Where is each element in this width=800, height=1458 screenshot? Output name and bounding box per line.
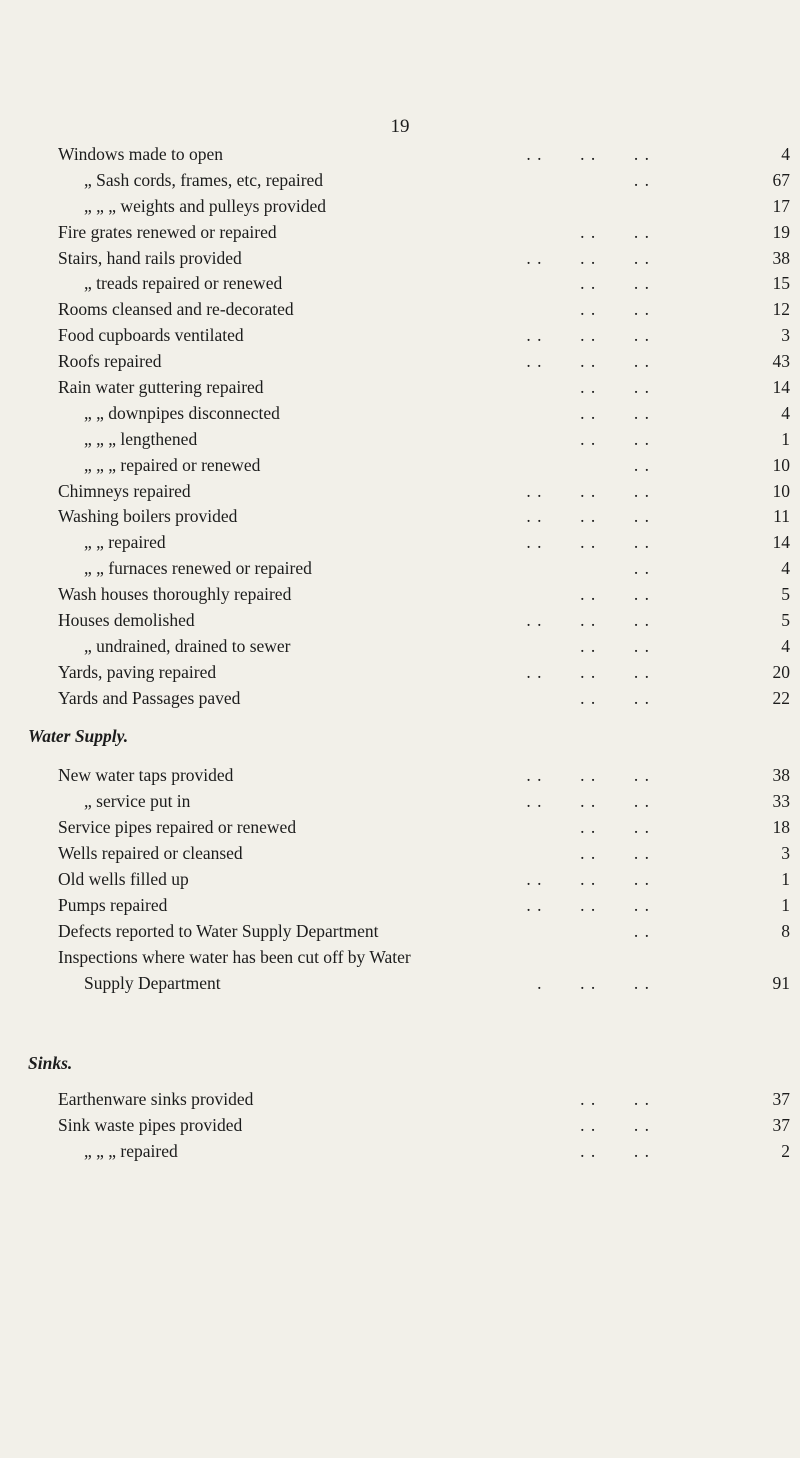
- list-item: [0, 634, 800, 660]
- item-value: 5: [781, 610, 790, 631]
- list-item: [0, 814, 800, 840]
- leader-dots: . . . .: [580, 428, 650, 449]
- item-label: Wells repaired or cleansed: [58, 843, 243, 863]
- leader-dots: . . . .: [580, 299, 650, 320]
- item-value: 8: [781, 921, 790, 941]
- item-label: „ „ „ repaired or renewed: [84, 454, 261, 475]
- item-label: Yards, paving repaired: [58, 661, 217, 682]
- list-item: [0, 220, 800, 246]
- item-label: Chimneys repaired: [58, 480, 191, 501]
- item-label: „ „ „ lengthened: [84, 428, 198, 449]
- item-label: Fire grates renewed or repaired: [58, 221, 277, 242]
- leader-dots: . . . .: [580, 635, 650, 656]
- list-item: [0, 1113, 800, 1139]
- sinks-list: [0, 1087, 800, 1164]
- item-label: „ treads repaired or renewed: [84, 273, 283, 294]
- leader-dots: . . . . . .: [526, 144, 650, 164]
- leader-dots: . . . .: [580, 817, 650, 837]
- list-item: [0, 582, 800, 608]
- leader-dots: . . . . .: [537, 973, 650, 993]
- list-item: [0, 762, 800, 788]
- item-value: 2: [781, 1140, 790, 1161]
- item-label: Washing boilers provided: [58, 506, 238, 527]
- item-label: Defects reported to Water Supply Department: [58, 921, 379, 941]
- item-value: 38: [772, 247, 790, 268]
- item-value: 4: [781, 144, 790, 164]
- leader-dots: . . . .: [580, 1140, 650, 1161]
- item-value: 3: [781, 325, 790, 346]
- item-label: Yards and Passages paved: [58, 687, 241, 708]
- list-item: [0, 479, 800, 505]
- item-value: 1: [781, 869, 790, 889]
- list-item: [0, 892, 800, 918]
- item-value: 91: [772, 973, 790, 993]
- list-item: [0, 375, 800, 401]
- list-item: [0, 530, 800, 556]
- item-value: 14: [772, 532, 790, 553]
- item-label: Wash houses thoroughly repaired: [58, 584, 292, 605]
- list-item: [0, 866, 800, 892]
- item-value: 37: [772, 1114, 790, 1135]
- item-value: 17: [772, 195, 790, 216]
- item-value: 3: [781, 843, 790, 863]
- item-label: Rooms cleansed and re-decorated: [58, 299, 294, 320]
- item-value: 33: [772, 791, 790, 811]
- leader-dots: . . . . . .: [526, 895, 650, 915]
- list-item: [0, 168, 800, 194]
- list-item: [0, 1139, 800, 1165]
- item-value: 11: [773, 506, 790, 527]
- item-value: 4: [781, 402, 790, 423]
- leader-dots: . .: [633, 169, 650, 190]
- list-item: [0, 504, 800, 530]
- item-value: 5: [781, 584, 790, 605]
- leader-dots: . . . . . .: [526, 351, 650, 372]
- item-value: 15: [772, 273, 790, 294]
- item-value: 67: [772, 169, 790, 190]
- list-item: [0, 944, 800, 970]
- leader-dots: . . . . . .: [526, 506, 650, 527]
- leader-dots: . . . .: [580, 584, 650, 605]
- item-value: 10: [772, 480, 790, 501]
- list-item: [0, 556, 800, 582]
- leader-dots: . . . . . .: [526, 325, 650, 346]
- leader-dots: . . . . . .: [526, 532, 650, 553]
- item-label: Rain water guttering repaired: [58, 377, 264, 398]
- leader-dots: . . . .: [580, 687, 650, 708]
- item-label: Houses demolished: [58, 610, 195, 631]
- leader-dots: . . . . . .: [526, 247, 650, 268]
- leader-dots: . . . .: [580, 402, 650, 423]
- leader-dots: . . . . . .: [526, 661, 650, 682]
- list-item: [0, 788, 800, 814]
- list-item: [0, 686, 800, 712]
- list-item: [0, 194, 800, 220]
- leader-dots: . . . . . .: [526, 480, 650, 501]
- item-label: Pumps repaired: [58, 895, 168, 915]
- item-value: 20: [772, 661, 790, 682]
- list-item: [0, 401, 800, 427]
- item-value: 38: [772, 765, 790, 785]
- list-item: [0, 970, 800, 996]
- item-label: Service pipes repaired or renewed: [58, 817, 297, 837]
- list-item: [0, 246, 800, 272]
- item-value: 14: [772, 377, 790, 398]
- leader-dots: . . . . . .: [526, 869, 650, 889]
- item-label: „ service put in: [84, 791, 191, 811]
- item-label: Earthenware sinks provided: [58, 1089, 254, 1109]
- list-item: [0, 840, 800, 866]
- leader-dots: . . . .: [580, 1114, 650, 1135]
- item-value: 37: [772, 1089, 790, 1109]
- item-value: 4: [781, 558, 790, 579]
- repairs-list: [0, 142, 800, 712]
- list-item: [0, 142, 800, 168]
- leader-dots: . .: [633, 921, 650, 941]
- item-value: 1: [781, 428, 790, 449]
- item-label: „ undrained, drained to sewer: [84, 635, 291, 656]
- leader-dots: . .: [633, 558, 650, 579]
- list-item: [0, 608, 800, 634]
- item-value: 18: [772, 817, 790, 837]
- item-label: „ „ repaired: [84, 532, 166, 553]
- leader-dots: . . . .: [580, 377, 650, 398]
- water-supply-list: [0, 762, 800, 996]
- leader-dots: . . . .: [580, 1089, 650, 1109]
- leader-dots: . . . . . .: [526, 765, 650, 785]
- leader-dots: . . . .: [580, 843, 650, 863]
- item-label: Inspections where water has been cut off by Water: [58, 947, 411, 967]
- item-label: „ „ downpipes disconnected: [84, 402, 280, 423]
- item-value: 19: [772, 221, 790, 242]
- section-heading-sinks: Sinks.: [28, 1053, 73, 1073]
- item-label: „ „ „ weights and pulleys provided: [84, 195, 327, 216]
- list-item: [0, 271, 800, 297]
- item-value: 4: [781, 635, 790, 656]
- leader-dots: . .: [633, 454, 650, 475]
- leader-dots: . . . . . .: [526, 610, 650, 631]
- leader-dots: . . . . . .: [526, 791, 650, 811]
- item-value: 12: [772, 299, 790, 320]
- item-label: Stairs, hand rails provided: [58, 247, 242, 268]
- list-item: [0, 323, 800, 349]
- item-label: Supply Department: [84, 973, 221, 993]
- item-label: Food cupboards ventilated: [58, 325, 244, 346]
- item-label: „ „ „ repaired: [84, 1140, 178, 1161]
- item-label: Old wells filled up: [58, 869, 189, 889]
- leader-dots: . . . .: [580, 273, 650, 294]
- item-label: „ Sash cords, frames, etc, repaired: [84, 169, 324, 190]
- item-label: New water taps provided: [58, 765, 234, 785]
- section-heading-water-supply: Water Supply.: [28, 726, 129, 746]
- item-label: Windows made to open: [58, 144, 224, 164]
- list-item: [0, 918, 800, 944]
- item-label: Sink waste pipes provided: [58, 1114, 243, 1135]
- item-value: 1: [781, 895, 790, 915]
- list-item: [0, 297, 800, 323]
- item-value: 43: [772, 351, 790, 372]
- leader-dots: . . . .: [580, 221, 650, 242]
- item-label: „ „ furnaces renewed or repaired: [84, 558, 312, 579]
- list-item: [0, 453, 800, 479]
- list-item: [0, 349, 800, 375]
- item-value: 22: [772, 687, 790, 708]
- item-label: Roofs repaired: [58, 351, 162, 372]
- list-item: [0, 660, 800, 686]
- item-value: 10: [772, 454, 790, 475]
- list-item: [0, 1087, 800, 1113]
- page-number: 19: [390, 116, 410, 137]
- list-item: [0, 427, 800, 453]
